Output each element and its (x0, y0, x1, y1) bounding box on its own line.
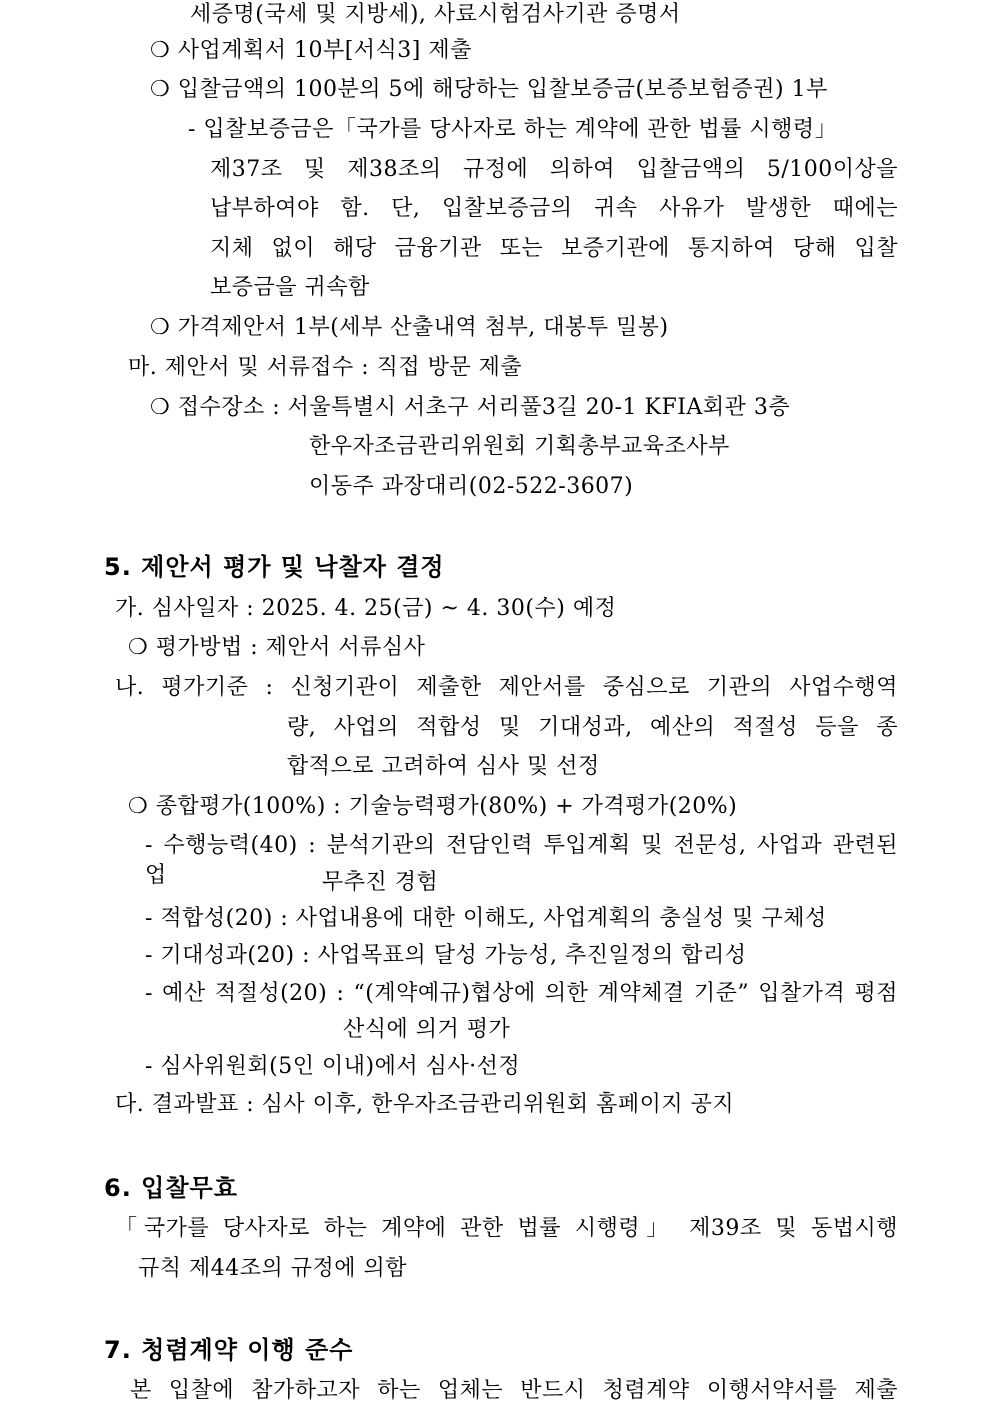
evaluation-method: ❍ 평가방법 : 제안서 서류심사 (128, 635, 426, 660)
criterion-budget: - 예산 적절성(20) : “(계약예규)협상에 의한 계약체결 기준” 입찰가격 평점 (145, 981, 898, 1006)
bullet-price-proposal: ❍ 가격제안서 1부(세부 산출내역 첨부, 대봉투 밀봉) (150, 315, 669, 340)
bid-bond-detail-cont: 보증금을 귀속함 (210, 275, 370, 300)
bullet-bid-bond: ❍ 입찰금액의 100분의 5에 해당하는 입찰보증금(보증보험증권) 1부 (150, 77, 828, 102)
section-6-heading: 6. 입찰무효 (104, 1174, 238, 1202)
criterion-capability-cont: 무추진 경험 (322, 870, 439, 895)
doc-continuation-line: 세증명(국세 및 지방세), 사료시험검사기관 증명서 (190, 2, 681, 27)
criterion-expected-results: - 기대성과(20) : 사업목표의 달성 가능성, 추진일정의 합리성 (145, 943, 747, 968)
invalid-bid-text: 「국가를 당사자로 하는 계약에 관한 법률 시행령」 제39조 및 동법시행 (115, 1216, 898, 1241)
submission-place: ❍ 접수장소 : 서울특별시 서초구 서리풀3길 20-1 KFIA회관 3층 (150, 395, 791, 420)
submission-place-contact: 이동주 과장대리(02-522-3607) (309, 474, 634, 499)
bid-bond-detail-cont: 납부하여야 함. 단, 입찰보증금의 귀속 사유가 발생한 때에는 (210, 196, 898, 221)
overall-evaluation: ❍ 종합평가(100%) : 기술능력평가(80%) + 가격평가(20%) (128, 794, 738, 819)
review-date: 가. 심사일자 : 2025. 4. 25(금) ~ 4. 30(수) 예정 (115, 596, 617, 621)
criterion-capability: - 수행능력(40) : 분석기관의 전담인력 투입계획 및 전문성, 사업과 관련된 업 (145, 833, 898, 888)
evaluation-criteria-cont: 합적으로 고려하여 심사 및 선정 (287, 754, 600, 779)
result-announcement: 다. 결과발표 : 심사 이후, 한우자조금관리위원회 홈페이지 공지 (115, 1092, 735, 1117)
review-committee: - 심사위원회(5인 이내)에서 심사·선정 (145, 1054, 521, 1079)
bid-bond-detail-cont: 지체 없이 해당 금융기관 또는 보증기관에 통지하여 당해 입찰 (210, 236, 898, 261)
bid-bond-detail-cont: 제37조 및 제38조의 규정에 의하여 입찰금액의 5/100이상을 (210, 157, 898, 182)
integrity-contract-text: 본 입찰에 참가하고자 하는 업체는 반드시 청렴계약 이행서약서를 제출 (130, 1378, 898, 1403)
section-5-heading: 5. 제안서 평가 및 낙찰자 결정 (104, 553, 445, 581)
bid-bond-detail: - 입찰보증금은「국가를 당사자로 하는 계약에 관한 법률 시행령」 (188, 117, 838, 142)
submission-place-org: 한우자조금관리위원회 기획총부교육조사부 (309, 434, 730, 459)
evaluation-criteria-cont: 량, 사업의 적합성 및 기대성과, 예산의 적절성 등을 종 (287, 715, 898, 740)
criterion-budget-cont: 산식에 의거 평가 (343, 1017, 511, 1042)
invalid-bid-text-cont: 규칙 제44조의 규정에 의함 (138, 1256, 407, 1281)
evaluation-criteria: 나. 평가기준 : 신청기관이 제출한 제안서를 중심으로 기관의 사업수행역 (115, 675, 898, 700)
item-ma-submission: 마. 제안서 및 서류접수 : 직접 방문 제출 (128, 355, 523, 380)
criterion-suitability: - 적합성(20) : 사업내용에 대한 이해도, 사업계획의 충실성 및 구체성 (145, 906, 827, 931)
section-7-heading: 7. 청렴계약 이행 준수 (104, 1336, 354, 1364)
bullet-business-plan: ❍ 사업계획서 10부[서식3] 제출 (150, 38, 472, 63)
